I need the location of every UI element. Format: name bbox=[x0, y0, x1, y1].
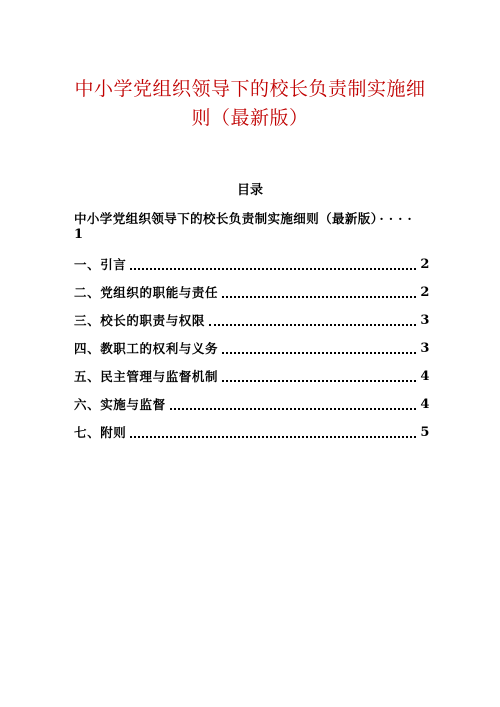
toc-dot-leader bbox=[222, 380, 416, 382]
toc-dot-leader bbox=[170, 408, 417, 410]
toc-entry-label: 一、引言 bbox=[74, 257, 127, 272]
toc-dot-leader bbox=[222, 352, 416, 354]
toc-entry-label: 四、教职工的权利与义务 bbox=[74, 341, 219, 356]
toc-entry-label: 中小学党组织领导下的校长负责制实施细则（最新版） bbox=[74, 211, 378, 226]
toc-entry-label: 五、民主管理与监督机制 bbox=[74, 369, 219, 384]
toc-entry-label: 六、实施与监督 bbox=[74, 397, 166, 412]
toc-entry-page: 1 bbox=[74, 227, 84, 242]
toc-entry-page: 4 bbox=[420, 369, 430, 384]
toc-heading: 目录 bbox=[236, 183, 263, 198]
toc-entry[interactable] bbox=[74, 312, 430, 330]
toc-entry[interactable] bbox=[74, 256, 430, 274]
toc-dot-leader bbox=[130, 436, 416, 438]
toc-entry[interactable] bbox=[74, 424, 430, 442]
toc-entry-page: 2 bbox=[420, 257, 430, 272]
toc-dot-leader bbox=[130, 268, 416, 270]
toc-entry-page: 4 bbox=[420, 397, 430, 412]
toc-dot-leader bbox=[209, 324, 416, 326]
toc-entry-leader: ···· bbox=[379, 211, 417, 226]
toc-entry-page: 5 bbox=[420, 425, 430, 440]
toc-entry-label: 七、附则 bbox=[74, 425, 127, 440]
document-title-line-2: 则（最新版） bbox=[191, 107, 309, 129]
toc-entry-main-title[interactable] bbox=[74, 210, 430, 243]
toc-dot-leader bbox=[222, 296, 416, 298]
toc-entry[interactable] bbox=[74, 368, 430, 386]
document-title-line-1: 中小学党组织领导下的校长负责制实施细 bbox=[74, 78, 426, 100]
toc-entry-page: 2 bbox=[420, 285, 430, 300]
toc-entry-page: 3 bbox=[420, 341, 430, 356]
toc-entry-page: 3 bbox=[420, 313, 430, 328]
toc-entry[interactable] bbox=[74, 396, 430, 414]
toc-entry[interactable] bbox=[74, 340, 430, 358]
toc-entry-label: 三、校长的职责与权限 bbox=[74, 313, 206, 328]
toc-entry-label: 二、党组织的职能与责任 bbox=[74, 285, 219, 300]
toc-entry[interactable] bbox=[74, 284, 430, 302]
table-of-contents bbox=[74, 210, 430, 440]
